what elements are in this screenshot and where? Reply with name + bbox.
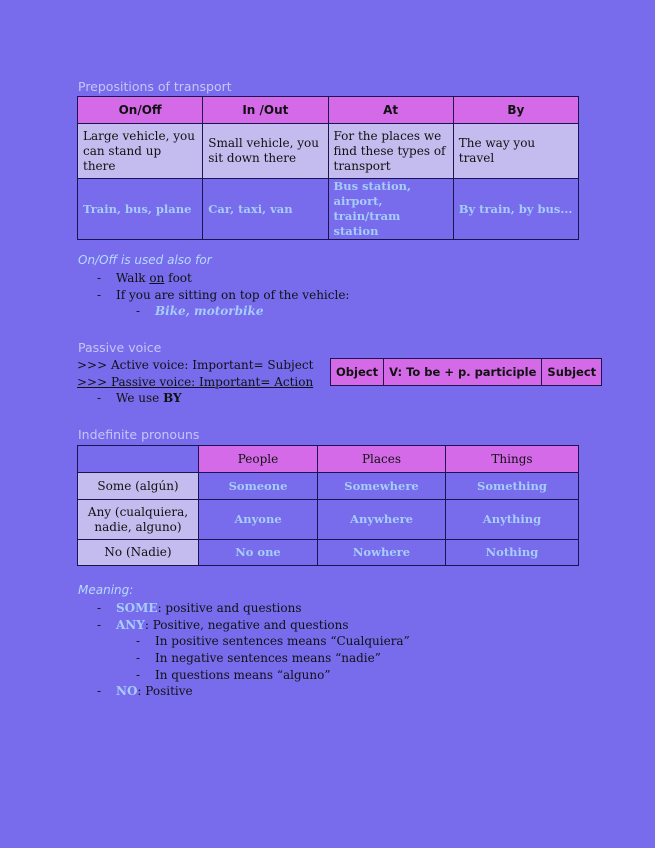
row-label-no: No (Nadie): [78, 540, 199, 566]
active-voice-line: >>> Active voice: Important= Subject: [77, 358, 314, 372]
passive-voice-line: >>> Passive voice: Important= Action: [77, 375, 314, 389]
onoff-item-top: If you are sitting on top of the vehicle:: [116, 288, 350, 302]
col-places: Places: [318, 446, 446, 473]
passive-structure-table: [330, 358, 602, 386]
meaning-subheading: Meaning:: [78, 583, 134, 597]
cell-anywhere: Anywhere: [318, 500, 446, 540]
col-things: Things: [446, 446, 579, 473]
bullet: -: [136, 668, 141, 682]
meaning-any: ANY: Positive, negative and questions: [116, 618, 349, 632]
header-in-out: In /Out: [203, 97, 328, 124]
bullet: -: [97, 618, 102, 632]
cell-anything: Anything: [446, 500, 579, 540]
desc-at: For the places we find these types of transport: [328, 124, 453, 179]
desc-by: The way you travel: [453, 124, 578, 179]
header-on-off: On/Off: [78, 97, 203, 124]
example-by: By train, by bus...: [453, 179, 578, 240]
onoff-item-walk: Walk on foot: [116, 271, 192, 285]
example-in-out: Car, taxi, van: [203, 179, 328, 240]
pronouns-table: [77, 445, 579, 566]
bullet: -: [97, 271, 102, 285]
row-label-some: Some (algún): [78, 473, 199, 500]
transport-table: [77, 96, 579, 240]
onoff-subheading: On/Off is used also for: [78, 253, 212, 267]
row-label-any: Any (cualquiera, nadie, alguno): [78, 500, 199, 540]
example-at: Bus station, airport, train/tram station: [328, 179, 453, 240]
passive-subject-cell: Subject: [542, 359, 602, 386]
bullet: -: [136, 651, 141, 665]
meaning-any-positive: In positive sentences means “Cualquiera”: [155, 634, 410, 648]
bullet: -: [97, 684, 102, 698]
bullet: -: [97, 288, 102, 302]
pronouns-heading: Indefinite pronouns: [78, 427, 200, 442]
bullet: -: [136, 304, 141, 318]
cell-something: Something: [446, 473, 579, 500]
header-by: By: [453, 97, 578, 124]
onoff-sub-bike: Bike, motorbike: [155, 304, 264, 318]
pronouns-corner-cell: [78, 446, 199, 473]
cell-someone: Someone: [199, 473, 318, 500]
we-use-line: We use BY: [116, 391, 182, 405]
passive-verb-cell: V: To be + p. participle: [384, 359, 542, 386]
cell-nowhere: Nowhere: [318, 540, 446, 566]
bullet: -: [97, 601, 102, 615]
bullet: -: [136, 634, 141, 648]
example-on-off: Train, bus, plane: [78, 179, 203, 240]
header-at: At: [328, 97, 453, 124]
passive-heading: Passive voice: [78, 340, 162, 355]
cell-somewhere: Somewhere: [318, 473, 446, 500]
bullet: -: [97, 391, 102, 405]
col-people: People: [199, 446, 318, 473]
meaning-any-negative: In negative sentences means “nadie”: [155, 651, 381, 665]
cell-no-one: No one: [199, 540, 318, 566]
meaning-no: NO: Positive: [116, 684, 193, 698]
cell-nothing: Nothing: [446, 540, 579, 566]
meaning-some: SOME: positive and questions: [116, 601, 302, 615]
passive-object-cell: Object: [331, 359, 384, 386]
transport-heading: Prepositions of transport: [78, 79, 232, 94]
cell-anyone: Anyone: [199, 500, 318, 540]
desc-in-out: Small vehicle, you sit down there: [203, 124, 328, 179]
meaning-any-questions: In questions means “alguno”: [155, 668, 331, 682]
desc-on-off: Large vehicle, you can stand up there: [78, 124, 203, 179]
